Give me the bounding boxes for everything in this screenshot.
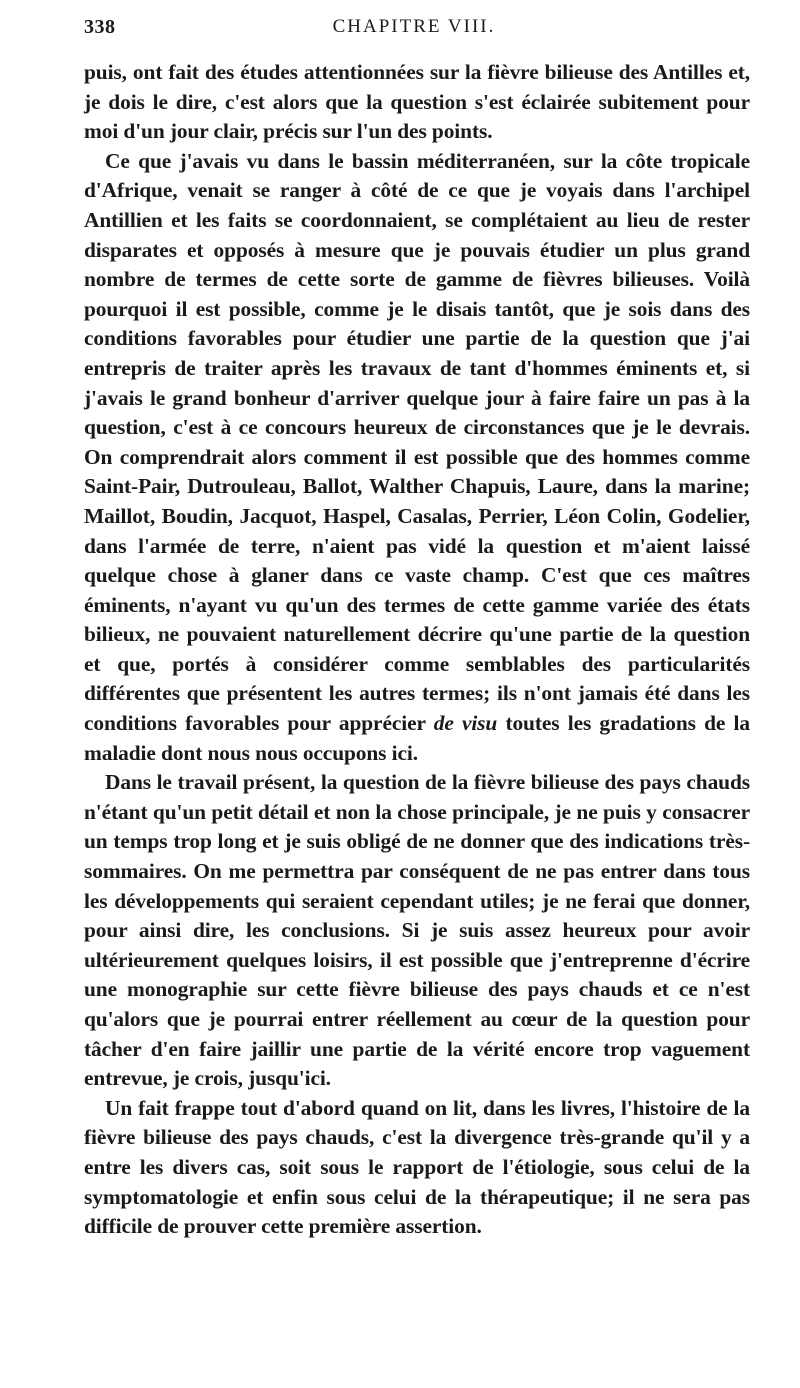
page-number: 338 (84, 16, 116, 38)
paragraph-text: Ce que j'avais vu dans le bassin méditerranéen, sur la côte tropicale d'Afrique, venait se ranger à côté de ce que je voyais dans l'archipel Antillien et les faits se coordonnaient, se complétaient au lieu de rester disparates et opposés à mesure que je pouvais étudier un plus grand nombre de termes de cette sorte de gamme de fièvres bilieuses. Voilà pourquoi il est possible, comme je le disais tantôt, que je sois dans des conditions favorables pour étudier une partie de la question que j'ai entrepris de traiter après les travaux de tant d'hommes éminents et, si j'avais le grand bonheur d'arriver quelque jour à faire faire un pas à la question, c'est à ce concours heureux de circonstances que je le devrais. On comprendrait alors comment il est possible que des hommes comme Saint-Pair, Dutrouleau, Ballot, Walther Chapuis, Laure, dans la marine; Maillot, Boudin, Jacquot, Haspel, Casalas, Perrier, Léon Colin, Godelier, dans l'armée de terre, n'aient pas vidé la question et m'aient laissé quelque chose à glaner dans ce vaste champ. C'est que ces maîtres éminents, n'ayant vu qu'un des termes de cette gamme variée des états bilieux, ne pouvaient naturellement décrire qu'une partie de la question et que, portés à considérer comme semblables des particularités différentes que présentent les autres termes; ils n'ont jamais été dans les conditions favorables pour apprécier (84, 148, 750, 736)
paragraph-text-tail: toutes les gradations de la maladie dont nous nous occupons ici. (84, 711, 750, 765)
paragraph: puis, ont fait des études attentionnées sur la fièvre bilieuse des Antilles et, je dois le dire, c'est alors que la question s'est éclairée subitement pour moi d'un jour clair, précis sur l'un des points. (84, 60, 750, 144)
italic-phrase: de visu (433, 711, 498, 736)
paragraph: Dans le travail présent, la question de la fièvre bilieuse des pays chauds n'étant qu'un petit détail et non la chose principale, je ne puis y consacrer un temps trop long et je suis obligé de ne donner que des indications très-sommaires. On me permettra par conséquent de ne pas entrer dans tous les développements qui seraient cependant utiles; je ne ferai que donner, pour ainsi dire, les conclusions. Si je suis assez heureux pour avoir ultérieurement quelques loisirs, il est possible que j'entreprenne d'écrire une monographie sur cette fièvre bilieuse des pays chauds et ce n'est qu'alors que je pourrai entrer réellement au cœur de la question pour tâcher d'en faire jaillir une partie de la vérité encore trop vaguement entrevue, je crois, jusqu'ici. (84, 770, 750, 1091)
paragraph (84, 147, 750, 768)
body-text (84, 58, 750, 1242)
paragraph: Un fait frappe tout d'abord quand on lit, dans les livres, l'histoire de la fièvre bilieuse des pays chauds, c'est la divergence très-grande qu'il y a entre les divers cas, soit sous le rapport de l'étiologie, sous celui de la symptomatologie et enfin sous celui de la thérapeutique; il ne sera pas difficile de prouver cette première assertion. (84, 1095, 750, 1239)
running-title: CHAPITRE VIII. (332, 16, 496, 37)
page-header (84, 16, 744, 46)
